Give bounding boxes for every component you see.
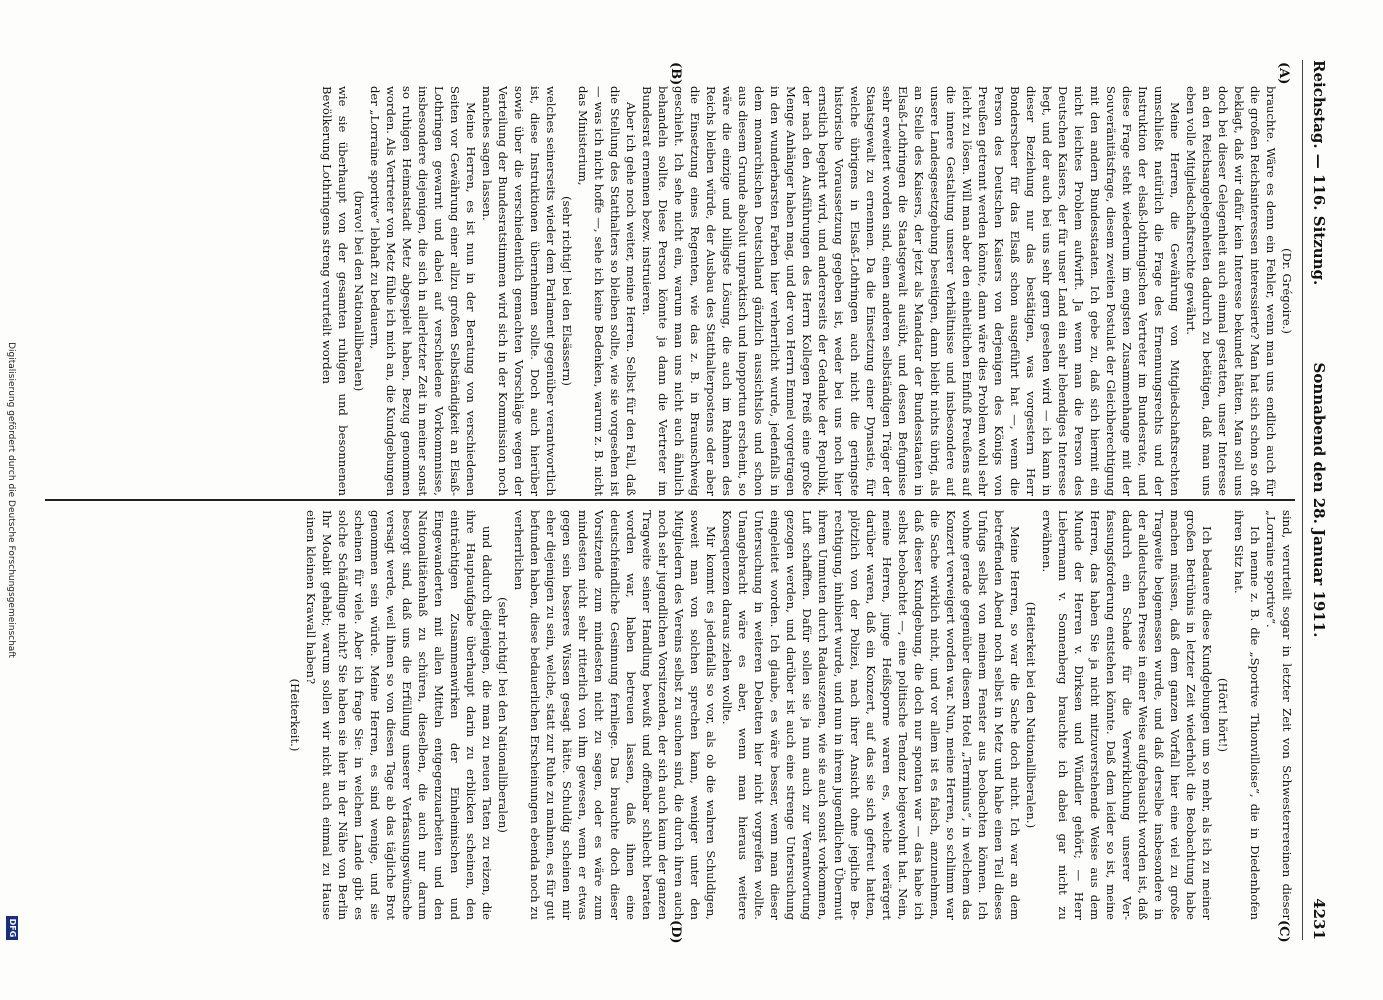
paragraph: (Hört! hört!) [1216,678,1230,752]
header-date: Sonnabend den 28. Januar 1911. [1310,362,1328,638]
paragraph: Meine Herren, so war die Sache doch nicht. Ich war an dem betreffenden Abend noch selbst in Metz und habe einen Teil dieses Unfugs selbst von meinem Fenster aus beobachten können. Ich wohne gerade gegenüber diesem Hotel „Terminus“, in welchem das Konzert verweigert worden war. Nun, meine Herren, so schlimm war die Sache wirklich nicht, und vor allem ist es falsch, anzunehmen, daß dieser Kundgebung, die doch nur spontan war — das habe ich selbst beobachtet —, eine politische Tendenz beigewohnt hat. Nein, meine Herren, junge Heißsporne waren es, welche verärgert darüber waren, daß ein Konzert, auf das sie sich gefreut hatten, plötzlich von der Polizei, nach ihrer Ansicht ohne jegliche Berechtigung, inhibiert wurde, und nun in ihrem jugendlichen Übermut ihrem Unmuten durch Radauszenen, wie sie auch sonst vorkommen, Luft schafften. Dafür sollen sie ja nun auch zur Verantwortung gezogen werden, und darüber ist auch eine strenge Untersuchung eingeleitet worden. Ich glaube, es wäre besser, wenn man dieser Untersuchung in weiteren Debatten hier nicht vorgreifen wollte. Unangebracht wäre es aber, wenn man hieraus weitere Konsequenzen daraus ziehen wollte. [720,510,1022,920]
header-title: Reichstag. — 116. Sitzung. [1310,60,1328,286]
margin-marker-b: (B) [668,62,683,86]
paragraph: brauchte. Wäre es denn ein Fehler, wenn man uns endlich auch für die großen Reichsinteressen interessierte? Man hat sich schon so oft beklagt, daß wir dafür kein Interesse bekundet hätten. Man soll uns doch bei dieser Gelegenheit auch einmal gestatten, unser Interesse an den Reichsangelegenheiten dadurch zu betätigen, daß man uns eben volle Mitgliedschaftsrechte gewährt. [1184,86,1278,496]
margin-marker-d: (D) [668,920,683,944]
paragraph: (Heiterkeit bei den Nationalliberalen.) [1024,601,1038,829]
paragraph: Ich nenne z. B. die „Sportive Thionvilloise“, die in Diedenhofen ihren Sitz hat. [1232,510,1262,920]
page-footer [6,0,28,1000]
paragraph: welches seinerseits wieder dem Parlament gegenüber verantwortlich ist, diese Instruktionen übernehmen sollte. Doch auch hierüber sowie über die verschiedentlich gemachten Vorschläge wegen der Verteilung der Bundesratstimmen wird sich in der Kommission noch manches sagen lassen. [480,86,558,496]
column-divider [45,499,1295,501]
dfg-logo: DFG [6,916,18,940]
paragraph: und dadurch diejenigen, die man zu neuen Taten zu reizen, die ihre Hauptaufgabe überhaupt darin zu erblicken scheinen, den einträchtigen Zusammenwirken der Einheimischen und Eingewanderten mit allen Mitteln entgegenzuarbeiten und den Nationalitätenhaß zu schüren, dieselben, die auch nur darum besorgt sind, daß uns die Erfüllung unserer Verfassungswünsche versagt werde, weil ihnen so von diesen Tage ab das tägliche Brot genommen sein würde. Meine Herren, es sind wenige, und sie scheinen für viele. Aber ich frage Sie: in welchem Lande gibt es solche Schädlinge nicht? Sie haben sie hier in der Nähe von Berlin Ihr Moabit gehabt; warum sollen wir nicht auch einmal zu Hause einen kleinen Krawall haben? [304,510,494,920]
paragraph: (sehr richtig! bei den Nationalliberalen) [496,597,510,833]
paragraph: (Heiterkeit.) [288,678,302,752]
left-text-column [25,86,1295,496]
margin-marker-a: (A) [1276,62,1291,85]
page-header [1306,60,1328,940]
paragraph: (sehr richtig! bei den Elsässern) [560,196,574,386]
paragraph: Meine Herren, die Gewährung von Mitgliedschaftsrechten umschließt natürlich die Frage des Ernennungsrechts und der Instruktion der elsaß-lothringischen Vertreter im Bundesrate, und diese Frage steht wiederum im engsten Zusammenhange mit der Souveränitätsfrage, diesem zweiten Postulat der Gleichberechtigung mit den andern Bundesstaaten. Ich gebe zu, daß sich hiermit ein nicht leichtes Problem aufwirft. Ja wenn man die Person des Deutschen Kaisers, der für unser Land ein sehr lebendiges Interesse hegt, und der auch bei uns sehr gern gesehen wird — ich kann in dieser Beziehung nur das bestätigen, was vorgestern Herr Bonderscheer für das Elsaß schon ausgeführt hat —, wenn die Person des Deutschen Kaisers von derjenigen des Königs von Preußen getrennt werden könnte, dann wäre dies Problem wohl sehr leicht zu lösen. Will man aber den einheitlichen Einfluß Preußens auf die innere Gestaltung unserer Verhältnisse und insbesondere auf unsere Landesgesetzgebung beseitigen, dann bleibt nichts übrig, als an Stelle des Kaisers, der jetzt als Mandatar der Bundesstaaten in Elsaß-Lothringen die Staatsgewalt ausübt, und dessen Befugnisse sehr erweitert worden sind, einen anderen selbständigen Träger der Staatsgewalt zu ernennen. Da die Einsetzung einer Dynastie, für welche übrigens in Elsaß-Lothringen auch nicht die geringste historische Voraussetzung gegeben ist, weder bei uns noch hier ernstlich begehrt wird, und andererseits der Gedanke der Republik, der nach den Ausführungen des Herrn Kollegen Preiß eine große Menge Anhänger haben mag, und der von Herrn Emmel vorgetragen in den wunderbarsten Farben hier verherrlicht wurde, jedenfalls in dem monarchischen Deutschland gänzlich aussichtslos und schon aus diesem Grunde absolut unpraktisch und inopportun erscheint, so wäre die einzige und billigste Lösung, die auch im Rahmen des Reichs bleiben würde, der Ausbau des Statthalterpostens oder aber die Einsetzung eines Regenten, wie das z. B. in Braunschweig geschieht. Ich sehe nicht ein, warum man uns nicht auch ähnlich behandeln sollte. Diese Person könnte ja dann die Vertreter im Bundesrat ernennen bezw. instruieren. [640,86,1182,496]
margin-marker-c: (C) [1276,920,1291,943]
page-number: 4231 [1310,898,1328,940]
paragraph: wie sie überhaupt von der gesamten ruhigen und besonnenen Bevölkerung Lothringens streng verurteilt worden [320,86,350,496]
funding-note: Digitalisierung gefördert durch die Deutsche Forschungsgemeinschaft [6,342,16,658]
header-rule [1302,60,1303,940]
paragraph: (Dr. Grégoire.) [1280,248,1294,334]
paragraph: Mir kommt es jedenfalls so vor, als ob die wahren Schuldigen, soweit man von solchen sprechen kann, weniger unter den Mitgliedern des Vereins selbst zu suchen sind, die durch ihren auch noch sehr jugendlichen Vorsitzenden, der sich auch kaum der ganzen Tragweite seiner Handlung bewußt und offenbar schlecht beraten worden war, haben betreuen lassen, daß ihnen eine deutschfeindliche Gesinnung fernliege. Das brauchte doch dieser Vorsitzende zum mindesten nicht zu sagen, oder es wäre zum mindesten nicht sehr ritterlich von ihm gewesen, wenn er etwas gegen sein besseres Wissen gesagt hätte. Schuldig scheinen mir eher diejenigen zu sein, welche, statt zur Ruhe zu mahnen, es für gut befunden haben, diese bedauerlichen Erscheinungen ebenda noch zu verherrlichen [512,510,718,920]
paragraph: Aber ich gehe noch weiter, meine Herren. Selbst für den Fall, daß die Stellung des Statthalters so bleiben sollte, wie sie vorgesehen ist — was ich nicht hoffe —, sehe ich keine Bedenken, warum z. B. nicht das Ministerium, [576,86,638,496]
paragraph: Meine Herren, es ist nun in der Beratung von verschiedenen Seiten vor Gewährung einer allzu großen Selbständigkeit an Elsaß-Lothringen gewarnt und dabei auf verschiedene Vorkommnisse, insbesondere diejenigen, die sich in allerletzter Zeit in meiner sonst so ruhigen Heimatstadt Metz abgespielt haben, Bezug genommen worden. Als Vertreter von Metz fühle ich mich an, die Kundgebungen der „Lorraine sportive“ lebhaft zu bedauern, [368,86,478,496]
paragraph: Ich bedauere diese Kundgebungen um so mehr, als ich zu meiner großen Betrübnis in letzter Zeit wiederholt die Beobachtung habe machen müssen, daß dem ganzen Vorfall hier eine viel zu große Tragweite beigemessen wurde, und daß derselbe insbesondere in der alldeutschen Presse in einer Weise aufgebauscht worden ist, daß dadurch ein Schade für die Verwirklichung unserer Verfassungsforderung entstehen könnte. Daß dem leider so ist, meine Herren, das haben Sie ja nicht mitzuverstehende Weise aus dem Munde der Herren v. Dirksen und Wündler gehört; — Herr Liebermann v. Sonnenberg brauchte ich dabei gar nicht zu erwähnen. [1040,510,1214,920]
paragraph: sind, verurteilt sogar in letzter Zeit von Schwesterrereinen dieser „Lorraine sportive“. [1264,510,1294,920]
paragraph: (bravo! bei den Nationalliberalen) [352,190,366,392]
right-text-column [25,510,1295,920]
